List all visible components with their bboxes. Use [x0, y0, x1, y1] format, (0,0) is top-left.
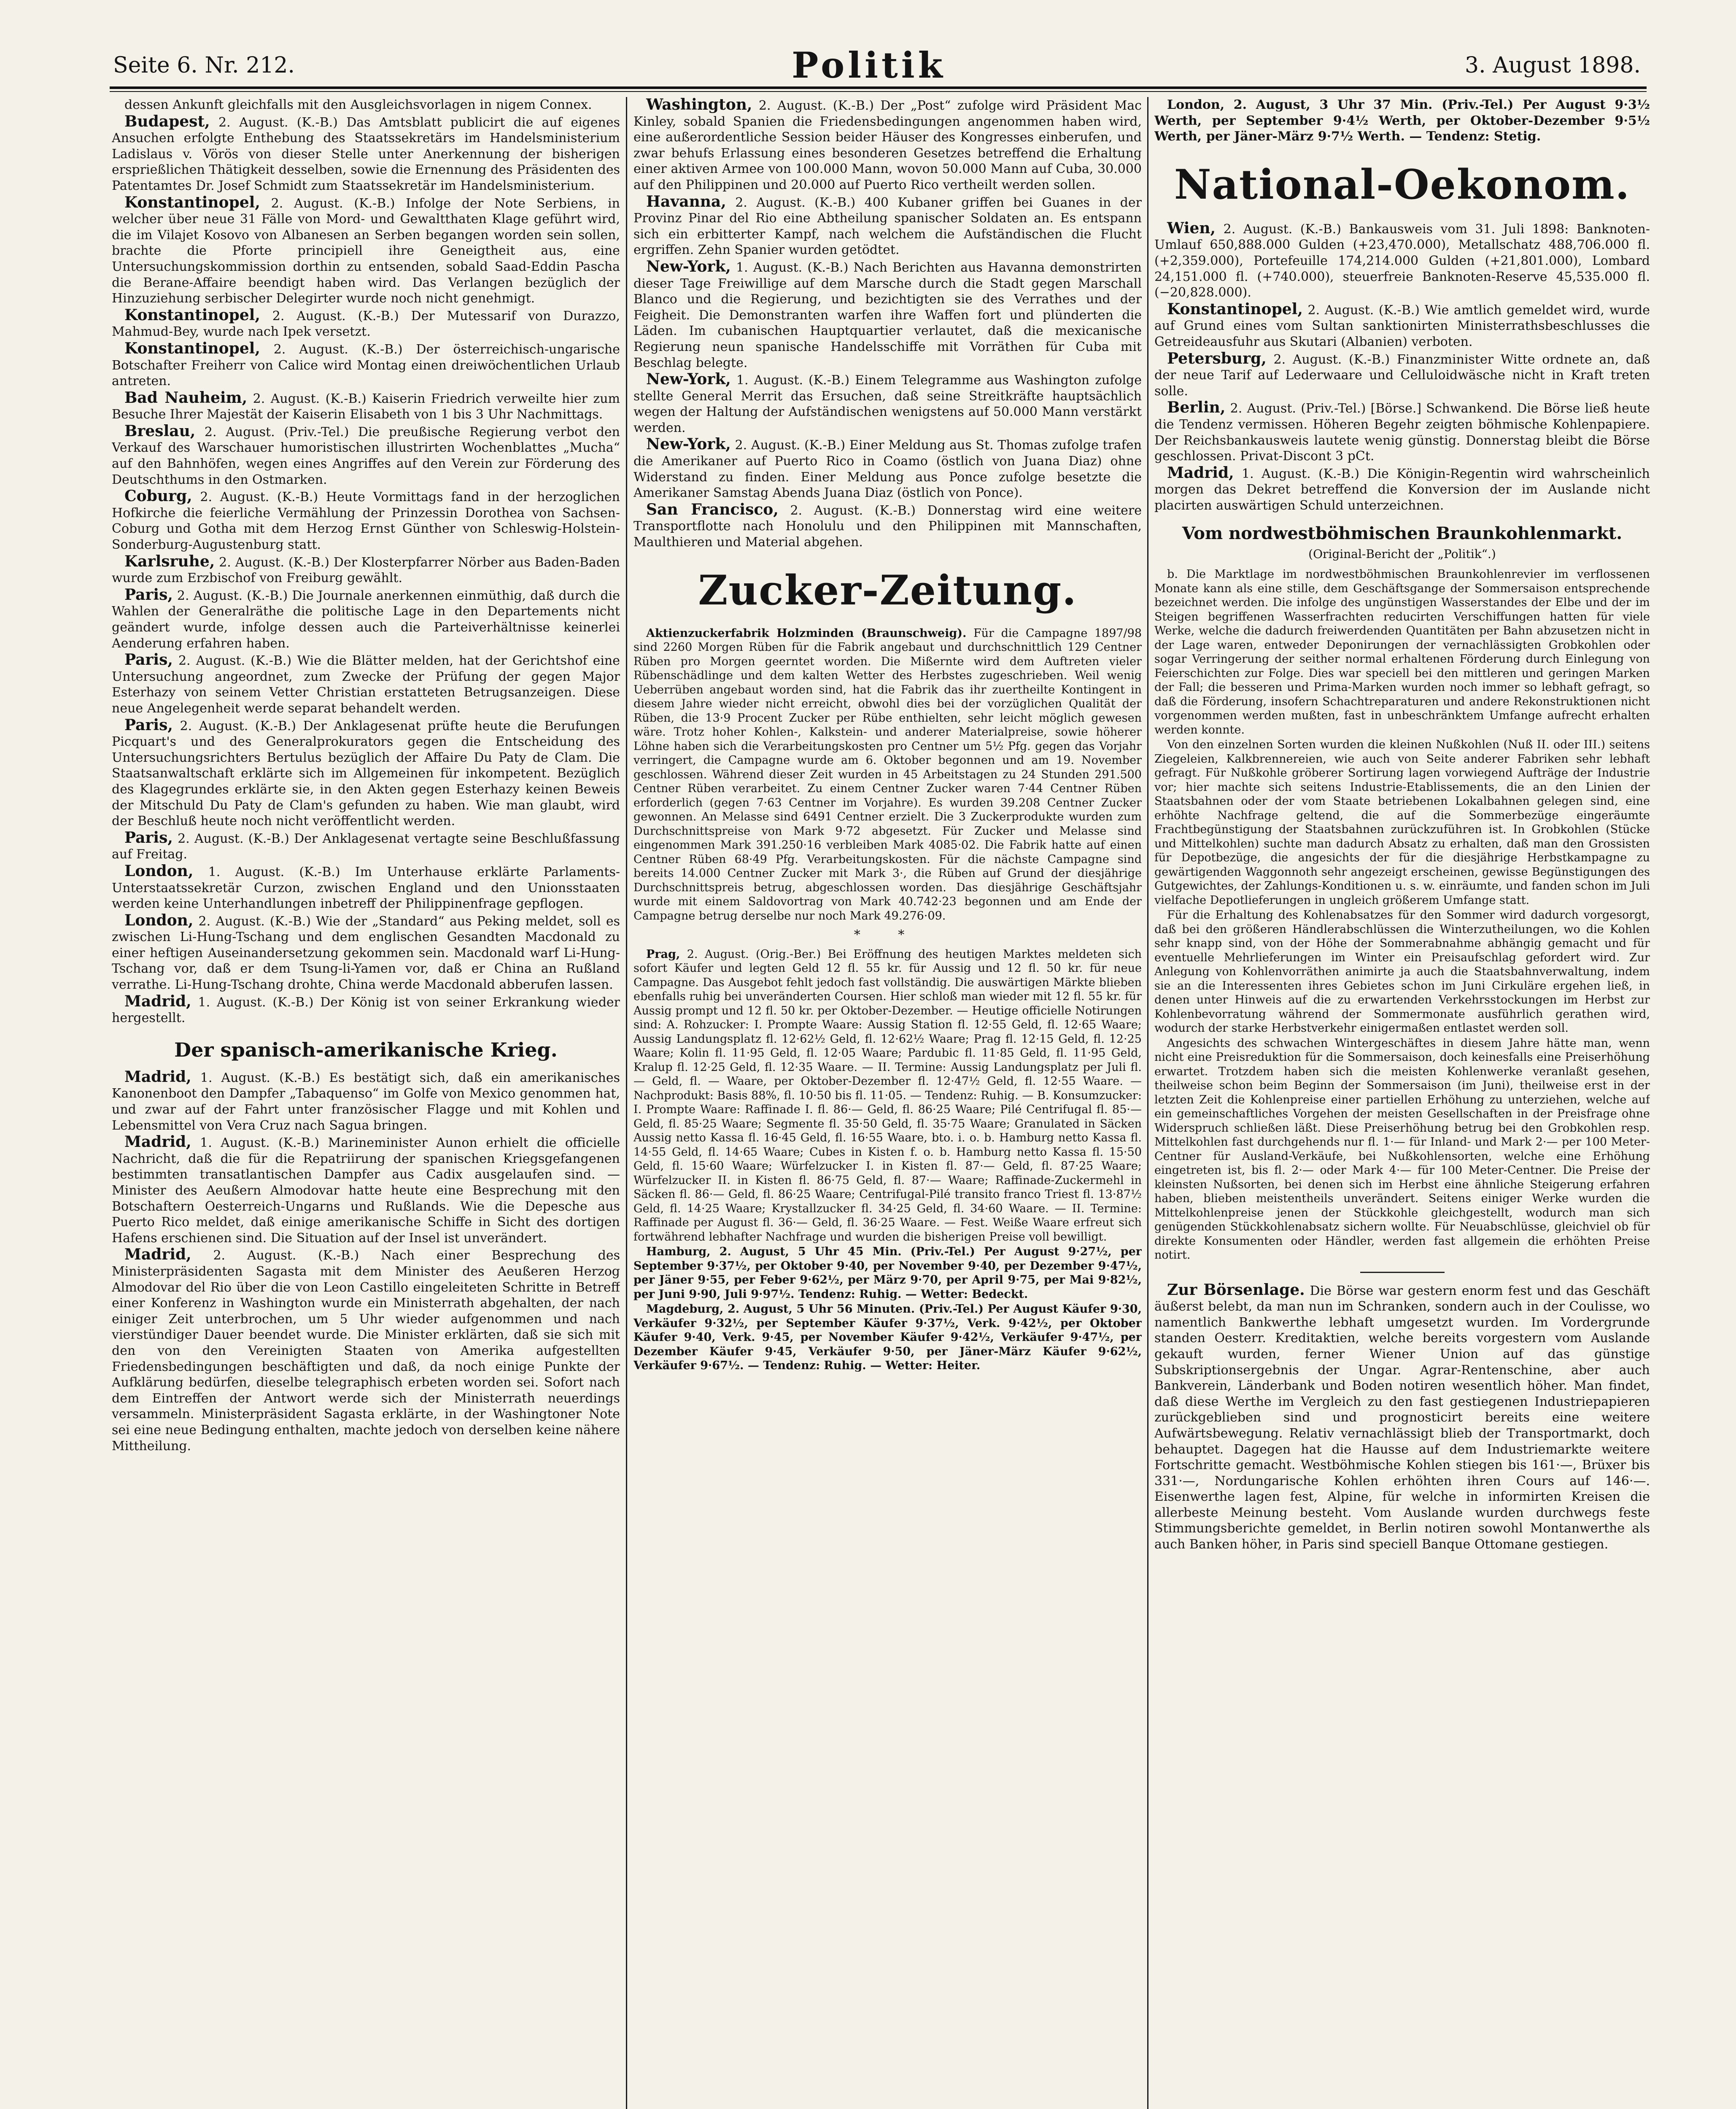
news-item: [1154, 351, 1650, 399]
news-item: [112, 114, 620, 194]
news-item: [112, 488, 620, 553]
news-item: [112, 307, 620, 340]
header-rule-thin: [110, 91, 1647, 92]
news-item: [1154, 465, 1650, 514]
news-item: [1154, 302, 1650, 350]
news-text: 2. August. (K.-B.) Die Journale anerkennen einmüthig, daß durch die Wahlen der Generalräthe die politische Lage in den Departements nicht geändert wurde, infolge dessen auch die Parteiverhältnisse keinerlei Aenderung erfahren haben.: [112, 588, 620, 651]
section-heading-coal: Vom nordwestböhmischen Braunkohlenmarkt.: [1182, 523, 1623, 544]
dateline: New-York,: [646, 435, 731, 453]
news-text: 2. August. (K.-B.) Kaiserin Friedrich verweilte hier zum Besuche Ihrer Majestät der Kaiserin Elisabeth von 1 bis 3 Uhr Nachmittags.: [112, 391, 620, 422]
byline-note: (Original-Bericht der „Politik“.): [1308, 547, 1496, 561]
news-item: [112, 390, 620, 423]
page-number: Seite 6. Nr. 212.: [113, 53, 295, 78]
report-lead: Prag,: [646, 947, 680, 961]
news-item: [112, 1247, 620, 1454]
section-heading-sugar: Zucker-Zeitung.: [698, 566, 1077, 614]
news-text: 2. August. (K.-B.) Das Amtsblatt publicirt die auf eigenes Ansuchen erfolgte Enthebung des Staatssekretärs im Handelsministerium Ladislaus v. Vörös von dieser Stelle unter Anerkennung der bisherigen ersprießlichen Thätigkeit desselben, sowie die Ernennung des Präsidenten des Patentamtes Dr. Josef Schmidt zum Staatssekretär im Handelsministerium.: [112, 115, 620, 193]
report-lead: London,: [1167, 97, 1225, 112]
news-text: 2. August. (K.-B.) Der Klosterpfarrer Nörber aus Baden-Baden wurde zum Erzbischof von Freiburg gewählt.: [112, 555, 620, 586]
report-text: Für die Campagne 1897/98 sind 2260 Morgen Rüben für die Fabrik angebaut und durchschnittlich 129 Centner Rüben pro Morgen geerntet worden. Die Mißernte wird dem Auftreten vieler Rübenschädlinge und dem kalten Wetter des Herbstes zugeschrieben. Weil wenig Ueberrüben angebaut worden sind, hat die Fabrik das ihr zuertheilte Kontingent in diesem Jahre wieder nicht erreicht, obwohl dies bei der vorzüglichen Qualität der Rüben, die 13·9 Procent Zucker per Rübe enthielten, sehr leicht möglich gewesen wäre. Trotz hoher Kohlen-, Kalkstein- und anderer Materialpreise, sowie höherer Löhne haben sich die Verarbeitungskosten pro Centner um 5½ Pfg. gegen das Vorjahr verringert, die Campagne wurde am 6. Oktober begonnen und am 19. November geschlossen. Während dieser Zeit wurden in 45 Arbeitstagen zu 24 Stunden 291.500 Centner Rüben verarbeitet. Zu einem Centner Zucker waren 7·44 Centner Rüben erforderlich (gegen 7·63 Centner im Vorjahre). Es wurden 39.208 Centner Zucker gewonnen. An Melasse sind 6491 Centner erzielt. Die 3 Zuckerprodukte wurden zum Durchschnittspreise von Mark 9·72 abgesetzt. Für Zucker und Melasse sind eingenommen Mark 391.250·16 verbleiben Mark 4085·02. Die Fabrik hatte auf einen Centner Rüben 68·49 Pfg. Verarbeitungskosten. Für die nächste Campagne sind bereits 14.000 Centner Zucker mit Mark 3·, die Rüben auf Grund der diesjährige Durchschnittspreis betrug, abgeschlossen worden. Das diesjährige Geschäftsjahr wurde mit einem Saldovortrag von Mark 40.742·23 begonnen und am Ende der Campagne betrug derselbe nur noch Mark 49.276·09.: [633, 626, 1142, 922]
section-heading-war: Der spanisch-amerikanische Krieg.: [174, 1038, 558, 1061]
dateline: London,: [124, 862, 194, 880]
news-item: [633, 259, 1142, 371]
news-text: 1. August. (K.-B.) Der König ist von seiner Erkrankung wieder hergestellt.: [112, 995, 620, 1026]
dateline: Paris,: [124, 651, 173, 669]
news-text: 2. August. (K.-B.) Einer Meldung aus St. Thomas zufolge trafen die Amerikaner auf Puerto Rico in Coamo (östlich von Juana Diaz) ohne Widerstand zu finden. Einer Meldung aus Ponce zufolge besetzte die Amerikaner Samstag Abends Juana Diaz (östlich von Ponce).: [633, 438, 1142, 501]
article-paragraph: Für die Erhaltung des Kohlenabsatzes für den Sommer wird dadurch vorgesorgt, daß bei den größeren Händlerabschlüssen die Winterzutheilungen, wo die Kohlen sehr knapp sind, von der Höhe der Sommerabnahme abhängig gemacht und für eventuelle Mehrlieferungen im Winter ein Preisaufschlag gefordert wird. Zur Anlegung von Kohlenvorräthen animirte ja auch die Staatsbahnverwaltung, indem sie an die Interessenten ihres Gebietes schon im Juni Cirkuläre ergehen ließ, in denen unter Hinweis auf die zu erwartenden Verkehrsstockungen im Herbst zur Kohlenbevorratung während der Sommermonate ausführlich gerathen wird, wodurch der starke Herbstverkehr einigermaßen entlastet werden soll.: [1154, 909, 1650, 1035]
news-text: 2. August. (K.-B.) Infolge der Note Serbiens, in welcher über neue 31 Fälle von Mord- und Gewaltthaten Klage geführt wird, die im Vilajet Kosovo von Albanesen an Serben begangen worden sein sollen, brachte die Pforte principiell ihre Geneigtheit aus, eine Untersuchungskommission dorthin zu entsenden, sobald Saad-Eddin Pascha die Berane-Affaire beendigt haben wird. Das Verlangen bezüglich der Hinzuziehung serbischer Delegirter wurde noch nicht genehmigt.: [112, 196, 620, 306]
news-item: [112, 652, 620, 716]
news-text: 2. August. (Priv.-Tel.) Die preußische Regierung verbot den Verkauf des Warschauer humoristischen illustrirten Wochenblattes „Mucha“ auf den Bahnhöfen, wegen eines Angriffes auf den Verein zur Förderung des Deutschthums in den Ostmarken.: [112, 424, 620, 487]
news-text: 1. August. (K.-B.) Marineminister Aunon erhielt die officielle Nachricht, daß die für die Repatriirung der spanischen Kriegsgefangenen bestimmten transatlantischen Dampfer aus Cadix ausgelaufen sind. — Minister des Aeußern Almodovar hatte heute eine Besprechung mit den Botschaftern Oesterreich-Ungarns und Rußlands. Wie die Depesche aus Puerto Rico meldet, daß einige amerikanische Schiffe in Sicht des dortigen Hafens erschienen sind. Die Situation auf der Insel ist unverändert.: [112, 1135, 620, 1246]
sugar-report: [633, 1302, 1142, 1373]
column-3: [1154, 97, 1650, 2109]
news-text: 2. August. (K.-B.) Bankausweis vom 31. Juli 1898: Banknoten-Umlauf 650,888.000 Gulden (+23,470.000), Metallschatz 488,706.000 fl. (+2,359.000), Portefeuille 174,214.000 Gulden (+21,801.000), Lombard 24,151.000 fl. (+740.000), steuerfreie Banknoten-Reserve 45,535.000 fl. (−20,828.000).: [1154, 221, 1650, 300]
news-item: [1154, 400, 1650, 464]
news-text: 2. August. (K.-B.) Der Anklagesenat vertagte seine Beschlußfassung auf Freitag.: [112, 831, 620, 862]
news-item: [112, 830, 620, 863]
news-text: 1. August. (K.-B.) Nach Berichten aus Havanna demonstrirten dieser Tage Freiwillige auf dem Marsche durch die Stadt gegen Marschall Blanco und die Regierung, und bezichtigten sie des Verrathes und der Feigheit. Die Demonstranten warfen ihre Waffen fort und plünderten die Läden. Im cubanischen Hauptquartier verlautet, daß die mexicanische Regierung neun spanische Handelsschiffe mit Vorräthen für Cuba mit Beschlag belegte.: [633, 260, 1142, 370]
separator-stars: * *: [854, 928, 922, 943]
news-text: 2. August. (K.-B.) Wie amtlich gemeldet wird, wurde auf Grund eines vom Sultan sanktionirten Ministerrathsbeschlusses die Getreideausfuhr aus Skutari (Albanien) verboten.: [1154, 302, 1650, 349]
report-lead: Magdeburg,: [646, 1303, 724, 1316]
dateline: Wien,: [1167, 219, 1216, 237]
dateline: Petersburg,: [1167, 349, 1267, 367]
article-continuation: dessen Ankunft gleichfalls mit den Ausgleichsvorlagen in nigem Connex.: [124, 97, 592, 112]
news-item: [112, 1134, 620, 1246]
news-item: [1154, 221, 1650, 301]
news-text: 1. August. (K.-B.) Es bestätigt sich, daß ein amerikanisches Kanonenboot den Dampfer „Tabaquenso“ im Golfe von Mexico genommen hat, und zwar auf der Fahrt unter französischer Flagge und mit Kohlen und Lebensmittel von Vera Cruz nach Sagua bringen.: [112, 1070, 620, 1133]
dateline: London,: [124, 911, 194, 929]
report-lead: Aktienzuckerfabrik Holzminden (Braunschweig).: [646, 626, 967, 640]
news-text: 2. August. (K.-B.) Heute Vormittags fand in der herzoglichen Hofkirche die feierliche Vermählung der Prinzessin Dorothea von Sachsen-Coburg und Gotha mit dem Herzog Ernst Günther von Schleswig-Holstein-Sonderburg-Augustenburg statt.: [112, 490, 620, 553]
dateline: Konstantinopel,: [124, 339, 260, 357]
sugar-report: [633, 626, 1142, 923]
report-text: 2. August, 5 Uhr 56 Minuten. (Priv.-Tel.) Per August Käufer 9·30, Verkäufer 9·32½, per September Käufer 9·37½, Verk. 9·42½, per Oktober Käufer 9·40, Verk. 9·45, per November Käufer 9·42½, Verkäufer 9·47½, per Dezember Käufer 9·45, Verkäufer 9·50, per Jäner-März Käufer 9·62½, Verkäufer 9·67½. — Tendenz: Ruhig. — Wetter: Heiter.: [633, 1303, 1142, 1373]
news-item: [112, 554, 620, 586]
dateline: Konstantinopel,: [1167, 300, 1303, 318]
news-text: 2. August. (K.-B.) 400 Kubaner griffen bei Guanes in der Provinz Pinar del Rio eine Abtheilung spanischer Soldaten an. Es entspann sich ein erbitterter Kampf, nach welchem die Aufständischen die Flucht ergriffen. Zehn Spanier wurden getödtet.: [633, 195, 1142, 258]
dateline: Berlin,: [1167, 399, 1226, 417]
column-divider: [1147, 97, 1148, 2109]
section-separator: [1360, 1272, 1445, 1273]
news-text: 2. August. (K.-B.) Wie der „Standard“ aus Peking meldet, soll es zwischen Li-Hung-Tschang und dem englischen Gesandten Macdonald zu einer heftigen Auseinandersetzung gekommen sein. Macdonald warf Li-Hung-Tschang vor, daß er dem Tsung-li-Yamen vor, daß er China an Rußland verrathe. Li-Hung-Tschang drohte, China werde Macdonald abberufen lassen.: [112, 914, 620, 992]
news-item: [112, 994, 620, 1026]
news-item: [633, 194, 1142, 258]
dateline: Madrid,: [124, 992, 191, 1010]
section-heading-economy: National-Oekonom.: [1174, 160, 1631, 208]
news-item: [112, 863, 620, 912]
news-item: [633, 97, 1142, 193]
report-text: 2. August, 3 Uhr 37 Min. (Priv.-Tel.) Per August 9·3½ Werth, per September 9·4½ Werth, per Oktober-Dezember 9·5½ Werth, per Jäner-März 9·7½ Werth. — Tendenz: Stetig.: [1154, 97, 1650, 144]
news-text: 1. August. (K.-B.) Die Königin-Regentin wird wahrscheinlich morgen das Dekret betreffend die Konversion der im Auslande nicht placirten auswärtigen Schuld unterzeichnen.: [1154, 466, 1650, 513]
news-text: 2. August. (K.-B.) Nach einer Besprechung des Ministerpräsidenten Sagasta mit dem Minister des Aeußeren Herzog Almodovar del Rio über die von Leon Castillo eingeleiteten Schritte in Betreff einer Konferenz in Washington wurde ein Ministerrath abgehalten, der nach einiger Zeit unterbrochen, um 5 Uhr wieder aufgenommen und nach vierstündiger Dauer beendet wurde. Die Minister erklärten, daß sie sich mit den von den Vereinigten Staaten von Amerika aufgestellten Friedensbedingungen beschäftigten und daß, da noch einige Punkte der Aufklärung bedürfen, dieselbe telegraphisch erbeten worden sei. Sofort nach dem Eintreffen der Antwort werde sich der Ministerrath neuerdings versammeln. Ministerpräsident Sagasta erklärte, in der Washingtoner Note sei eine neue Bedingung enthalten, machte jedoch von derselben keine nähere Mittheilung.: [112, 1248, 620, 1454]
issue-date: 3. August 1898.: [1465, 53, 1641, 78]
news-item: [112, 195, 620, 307]
dateline: Havanna,: [646, 192, 726, 210]
news-item: [112, 341, 620, 389]
news-item: [112, 423, 620, 488]
news-text: 2. August. (K.-B.) Der Mutessarif von Durazzo, Mahmud-Bey, wurde nach Ipek versetzt.: [112, 308, 620, 340]
section-title: Politik: [792, 44, 946, 86]
news-text: 1. August. (K.-B.) Einem Telegramme aus Washington zufolge stellte General Merrit das Ersuchen, daß seine Streitkräfte hauptsächlich wegen der Haltung der Aufständischen wenigstens auf 50.000 Mann verstärkt werden.: [633, 373, 1142, 435]
news-text: 2. August. (K.-B.) Wie die Blätter melden, hat der Gerichtshof eine Untersuchung angeordnet, zum Zwecke der Prüfung der gegen Major Esterhazy von seinem Vetter Christian erstatteten Betrugsanzeigen. Diese neue Angelegenheit werde separat behandelt werden.: [112, 653, 620, 716]
news-item: [633, 437, 1142, 501]
dateline: Madrid,: [124, 1246, 191, 1264]
dateline: Bad Nauheim,: [124, 388, 248, 407]
column-2: [633, 97, 1142, 2109]
report-text: 2. August, 5 Uhr 45 Min. (Priv.-Tel.) Per August 9·27½, per September 9·37½, per Oktober 9·40, per November 9·40, per Dezember 9·47½, per Jäner 9·55, per Feber 9·62½, per März 9·70, per April 9·75, per Mai 9·82½, per Juni 9·90, Juli 9·97½. Tendenz: Ruhig. — Wetter: Bedeckt.: [633, 1245, 1142, 1301]
dateline: Madrid,: [124, 1068, 191, 1086]
article-paragraph: Angesichts des schwachen Wintergeschäftes in diesem Jahre hätte man, wenn nicht eine Preisreduktion für die Sommersaison, doch keinesfalls eine Preiserhöhung erwartet. Trotzdem haben sich die meisten Kohlenwerke veranlaßt gesehen, theilweise schon beim Beginn der Sommersaison (im Juni), theilweise erst in der letzten Zeit die Kohlenpreise einer partiellen Erhöhung zu unterziehen, welche auf ein gemeinschaftliches Vorgehen der meisten Gesellschaften in der Preisfrage ohne Widerspruch schließen läßt. Diese Preiserhöhung betrug bei den Grobkohlen resp. Mittelkohlen fast durchgehends nur fl. 1·— für Inland- und Mark 2·— per 100 Meter-Centner für Ausland-Verkäufe, bei Nußkohlensorten, welche eine Erhöhung eingetreten ist, bis fl. 2·— oder Mark 4·— für 100 Meter-Centner. Die Preise der kleinsten Nußsorten, bei denen sich im Herbst eine ähnliche Steigerung erfahren haben, blieben meistentheils unverändert. Seitens einiger Werke wurden die Mittelkohlenpreise jenen der Stückkohle gleichgestellt, wodurch man sich genügenden Stückkohlenabsatz sichern wollte. Für Neuabschlüsse, gleichviel ob für direkte Konsumenten oder Händler, werden fast allgemein die erhöhten Preise notirt.: [1154, 1036, 1650, 1262]
dateline: Coburg,: [124, 487, 192, 505]
header-rule: [110, 86, 1647, 89]
news-text: 2. August. (K.-B.) Finanzminister Witte ordnete an, daß der neue Tarif auf Lederwaare und Celluloidwäsche nicht in Kraft treten solle.: [1154, 352, 1650, 399]
dateline: Washington,: [646, 97, 752, 113]
dateline: Paris,: [124, 828, 173, 847]
sugar-report: [633, 947, 1142, 1244]
news-text: 2. August. (K.-B.) Donnerstag wird eine weitere Transportflotte nach Honolulu und den Philippinen mit Mannschaften, Maulthieren und Material abgehen.: [633, 503, 1142, 550]
dateline: Breslau,: [124, 422, 196, 440]
news-text: 1. August. (K.-B.) Im Unterhause erklärte Parlaments-Unterstaatssekretär Curzon, zwischen England und den Unionsstaaten werden keine Unterhandlungen inbetreff der Philippinenfrage gepflogen.: [112, 864, 620, 912]
article-paragraph: Von den einzelnen Sorten wurden die kleinen Nußkohlen (Nuß II. oder III.) seitens Ziegeleien, Kalkbrennereien, wie auch von Seite anderer Fabriken sehr lebhaft gefragt. Für Nußkohle gröberer Sortirung lagen vorwiegend Aufträge der Industrie vor; hier machte sich seitens Industrie-Etablissements, die an den Linien der Staatsbahnen oder der vom Staate betriebenen Lokalbahnen gelegen sind, eine erhöhte Nachfrage geltend, die auf die Sommerbezüge eingeräumte Frachtbegünstigung der Staatsbahnen zurückzuführen ist. In Grobkohlen (Stücke und Mittelkohlen) suchte man dadurch Absatz zu erhalten, daß man den Grossisten für Depotbezüge, die angesichts der für die diesjährige Herbstkampagne zu gewärtigenden Waggonnoth sehr angezeigt erscheinen, gewisse Begünstigungen des Gutgewichtes, der Zahlungs-Konditionen u. s. w. einräumte, und fanden schon im Juli vielfache Depotlieferungen in ungleich größerem Umfange statt.: [1154, 738, 1650, 907]
news-text: 2. August. (K.-B.) Der Anklagesenat prüfte heute die Berufungen Picquart's und des Generalprokurators gegen die Entscheidung des Untersuchungsrichters Bertulus bezüglich der Affaire Du Paty de Clam. Die Staatsanwaltschaft erklärte sich im Allgemeinen für inkompetent. Bezüglich des Klagegrundes erklärte sie, in den Akten gegen Esterhazy keinen Beweis der Mitschuld Du Paty de Clam's gefunden zu haben. Wie man glaubt, wird der Beschluß heute noch nicht veröffentlicht werden.: [112, 718, 620, 829]
report-lead: Hamburg,: [646, 1245, 711, 1259]
news-item: [633, 502, 1142, 550]
dateline: Konstantinopel,: [124, 306, 260, 324]
news-item: [112, 717, 620, 829]
dateline: Budapest,: [124, 112, 210, 130]
news-item: [112, 587, 620, 651]
news-text: 2. August. (Priv.-Tel.) [Börse.] Schwankend. Die Börse ließ heute die Tendenz vermissen. Höheren Begehr zeigten böhmische Kohlenpapiere. Der Reichsbankausweis lautete wenig günstig. Donnerstag bleibt die Börse geschlossen. Privat-Discont 3 pCt.: [1154, 401, 1650, 464]
dateline: Madrid,: [1167, 464, 1234, 482]
dateline: Konstantinopel,: [124, 193, 260, 211]
dateline: Paris,: [124, 585, 173, 604]
dateline: Karlsruhe,: [124, 552, 215, 570]
news-text: 2. August. (K.-B.) Der „Post“ zufolge wird Präsident Mac Kinley, sobald Spanien die Friedensbedingungen angenommen haben wird, eine außerordentliche Session beider Häuser des Kongresses einberufen, und zwar behufs Erlassung eines besonderen Gesetzes betreffend die Erhaltung einer aktiven Armee von 100.000 Mann, wovon 50.000 Mann auf Cuba, 30.000 auf den Philippinen und 20.000 auf Puerto Rico vertheilt werden sollen.: [633, 98, 1142, 192]
sugar-report: [1154, 97, 1650, 145]
column-divider: [626, 97, 627, 2109]
article-paragraph: b. Die Marktlage im nordwestböhmischen Braunkohlenrevier im verflossenen Monate kann als eine stille, dem Geschäftsgange der Sommersaison entsprechende bezeichnet werden. Die infolge des ungünstigen Wasserstandes der Elbe und der im Steigen begriffenen Wasserfrachten reducirten Verschiffungen hatten für viele Werke, welche die dadurch freiwerdenden Quantitäten per Bahn abzusetzen nicht in der Lage waren, entweder Deponirungen der vernachlässigten Grobkohlen oder sogar Verringerung der seither normal erhaltenen Förderung durch Einlegung von Feierschichten zur Folge. Dies war speciell bei den mittleren und geringen Marken der Fall; die besseren und Prima-Marken wurden noch immer so lebhaft gefragt, so daß die Förderung, insofern Schachtreparaturen und andere Rekonstruktionen nicht vorgenommen werden mußten, fast in unbeschränktem Umfange aufrecht erhalten werden konnte.: [1154, 568, 1650, 736]
column-1: [112, 97, 620, 2109]
report-lead: Zur Börsenlage.: [1167, 1281, 1305, 1299]
dateline: New-York,: [646, 257, 731, 275]
dateline: New-York,: [646, 370, 731, 388]
bourse-report: [1154, 1282, 1650, 1553]
news-item: [112, 1069, 620, 1133]
report-text: 2. August. (Orig.-Ber.) Bei Eröffnung des heutigen Marktes meldeten sich sofort Käufer und legten Geld 12 fl. 55 kr. für Aussig und 12 fl. 50 kr. für neue Campagne. Das Ausgebot fehlt jedoch fast vollständig. Die auswärtigen Märkte blieben ebenfalls ruhig bei unveränderten Coursen. Hier schloß man wieder mit 12 fl. 55 kr. für Aussig prompt und 12 fl. 50 kr. per Oktober-Dezember. — Heutige officielle Notirungen sind: A. Rohzucker: I. Prompte Waare: Aussig Station fl. 12·55 Geld, fl. 12·65 Waare; Aussig Landungsplatz fl. 12·62½ Geld, fl. 12·62½ Waare; Prag fl. 12·15 Geld, fl. 12·25 Waare; Kolin fl. 11·95 Geld, fl. 12·05 Waare; Pardubic fl. 11·85 Geld, fl. 11·95 Geld, Kralup fl. 12·25 Geld, fl. 12·35 Waare. — II. Termine: Aussig Landungsplatz per Juli fl. — Geld, fl. — Waare, per Oktober-Dezember fl. 12·47½ Geld, fl. 12·55 Waare. — Nachprodukt: Basis 88%, fl. 10·50 bis fl. 11·05. — Tendenz: Ruhig. — B. Konsumzucker: I. Prompte Waare: Raffinade I. fl. 86·— Geld, fl. 86·25 Waare; Pilé Centrifugal fl. 85·— Geld, fl. 85·25 Waare; Segmente fl. 35·50 Geld, fl. 35·75 Waare; Granulated in Säcken Aussig netto Kassa fl. 16·45 Geld, fl. 16·55 Waare, bto. i. o. b. Hamburg netto Kassa fl. 14·55 Geld, fl. 14·65 Waare; Cubes in Kisten f. o. b. Hamburg netto Kassa fl. 15·50 Geld, fl. 15·60 Waare; Würfelzucker I. in Kisten fl. 87·— Geld, fl. 87·25 Waare; Würfelzucker II. in Kisten fl. 86·75 Geld, fl. 87·— Waare; Raffinade-Zuckermehl in Säcken fl. 86·— Geld, fl. 86·25 Waare; Centrifugal-Pilé transito franco Triest fl. 13·87½ Geld, fl. 14·25 Waare; Krystallzucker fl. 34·25 Geld, fl. 34·60 Waare. — II. Termine: Raffinade per August fl. 36·— Geld, fl. 36·25 Waare. — Fest. Weiße Waare erfreut sich fortwährend lebhafter Nachfrage und wurden die bisherigen Preise voll bewilligt.: [633, 947, 1142, 1243]
dateline: Madrid,: [124, 1133, 191, 1151]
dateline: San Francisco,: [646, 500, 779, 518]
news-item: [633, 372, 1142, 436]
news-item: [112, 913, 620, 993]
report-text: Die Börse war gestern enorm fest und das Geschäft äußerst belebt, da man nun im Schranken, sondern auch in der Coulisse, wo namentlich Bankwerthe lebhaft umgesetzt wurden. Im Vordergrunde standen Oesterr. Kreditaktien, welche bereits vorgestern vom Auslande gekauft wurden, ferner Wiener Union auf das günstige Subskriptionsergebnis der Ungar. Agrar-Rentenschine, aber auch Bankverein, Länderbank und Boden notiren wesentlich höher. Man findet, daß diese Werthe im Vergleich zu den fast gestiegenen Industriepapieren zurückgeblieben sind und prognosticirt bereits eine weitere Aufwärtsbewegung. Relativ vernachlässigt blieb der Transportmarkt, doch behauptet. Dagegen hat die Hausse auf dem Industriemarkte weitere Fortschritte gemacht. Westböhmische Kohlen stiegen bis 161·—, Brüxer bis 331·—, Nordungarische Kohlen erhöhten ihren Cours auf 146·—. Eisenwerthe lagen fest, Alpine, für welche in informirten Kreisen die allerbeste Meinung besteht. Vom Auslande wurden durchwegs feste Stimmungsberichte gemeldet, in Berlin notiren sowohl Montanwerthe als auch Banken höher, in Paris sind speciell Banque Ottomane gestiegen.: [1154, 1283, 1650, 1552]
news-text: 2. August. (K.-B.) Der österreichisch-ungarische Botschafter Freiherr von Calice wird Montag einen dreiwöchentlichen Urlaub antreten.: [112, 342, 620, 389]
dateline: Paris,: [124, 716, 173, 734]
sugar-report: [633, 1245, 1142, 1301]
